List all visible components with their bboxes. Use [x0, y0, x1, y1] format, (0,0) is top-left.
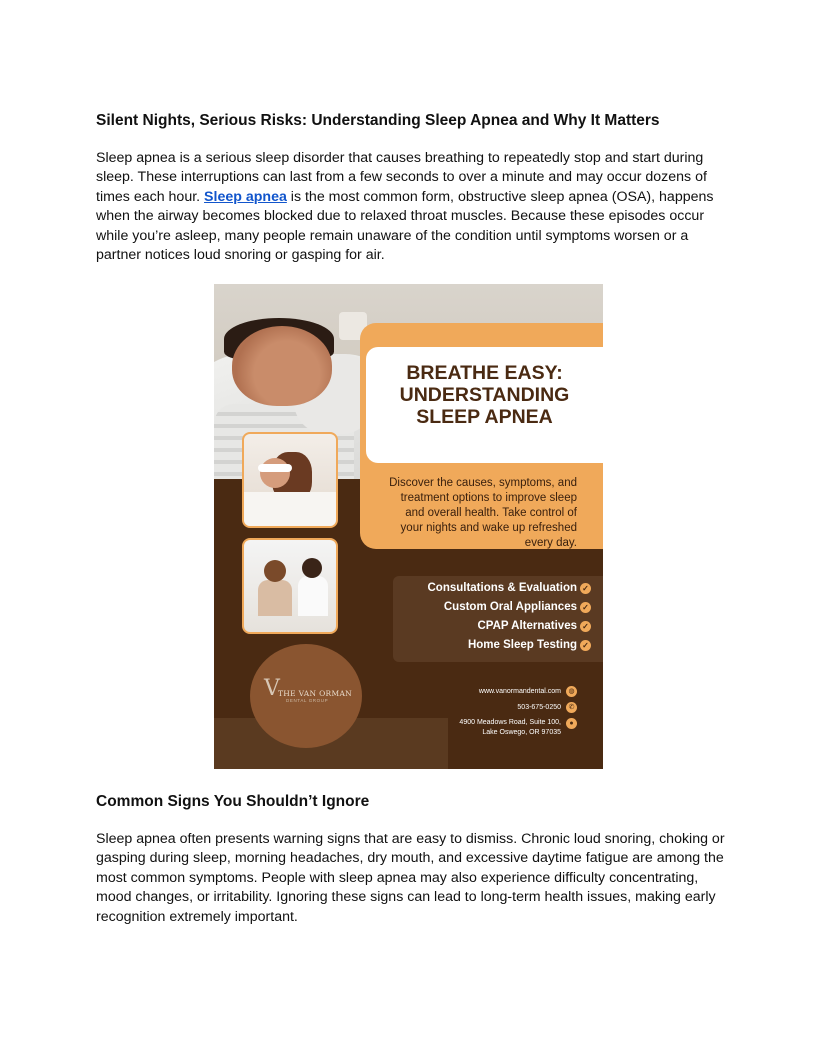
logo-subtitle: DENTAL GROUP [286, 698, 329, 703]
check-icon: ✓ [580, 640, 591, 651]
service-item: Home Sleep Testing [467, 639, 577, 651]
service-item: Consultations & Evaluation [427, 582, 577, 594]
check-icon: ✓ [580, 621, 591, 632]
service-item: CPAP Alternatives [477, 620, 577, 632]
check-icon: ✓ [580, 583, 591, 594]
flyer-title-line: UNDERSTANDING [399, 384, 570, 406]
globe-icon: ◍ [566, 686, 577, 697]
check-icon: ✓ [580, 602, 591, 613]
logo-mark: V [264, 676, 280, 701]
article-title: Silent Nights, Serious Risks: Understanding Sleep Apnea and Why It Matters [96, 112, 660, 129]
woman-sleeping-mask-photo [242, 432, 338, 528]
signs-paragraph: Sleep apnea often presents warning signs that are easy to dismiss. Chronic loud snoring, choking or gasping during sleep, morning headaches, dry mouth, and excessive daytime fatigue are among the most common symptoms. People with sleep apnea may also experience difficulty concentrating, mood changes, or irritability. Ignoring these signs can lead to long-term health issues, making early recognition extremely important. [96, 831, 725, 925]
service-item: Custom Oral Appliances [443, 601, 577, 613]
address-line: 4900 Meadows Road, Suite 100, [459, 719, 561, 726]
website-text: www.vanormandental.com [478, 688, 561, 695]
flyer-title [366, 362, 603, 428]
address-line: Lake Oswego, OR 97035 [482, 729, 561, 736]
phone-icon: ✆ [566, 702, 577, 713]
intro-paragraph [96, 149, 726, 265]
services-list [393, 576, 603, 662]
location-pin-icon: ● [566, 718, 577, 729]
address-text [459, 718, 561, 738]
phone-text: 503-675-0250 [517, 704, 561, 711]
logo-name: THE VAN ORMAN [278, 689, 353, 698]
sleep-apnea-link[interactable]: Sleep apnea [204, 188, 287, 205]
flyer-title-line: BREATHE EASY: [406, 362, 563, 384]
flyer-title-line: SLEEP APNEA [416, 406, 553, 428]
sleep-apnea-flyer [214, 284, 603, 769]
doctor-consultation-photo [242, 538, 338, 634]
intro-text-2: is the most common form, obstructive sleep apnea (OSA), happens when the airway becomes blocked due to relaxed throat muscles. Because these episodes occur while you’re asleep, many people remain unaware of the condition until symptoms worsen or a partner notices loud snoring or gasping for air. [96, 188, 714, 264]
intro-text-1: Sleep apnea is a serious sleep disorder that causes breathing to repeatedly stop and start during sleep. These interruptions can last from a few seconds to over a minute and may occur dozens of times each hour. [96, 150, 707, 205]
section-heading: Common Signs You Shouldn’t Ignore [96, 793, 370, 810]
flyer-description: Discover the causes, symptoms, and treatment options to improve sleep and overall health. Take control of your nights and wake up refreshed every day. [389, 477, 577, 549]
